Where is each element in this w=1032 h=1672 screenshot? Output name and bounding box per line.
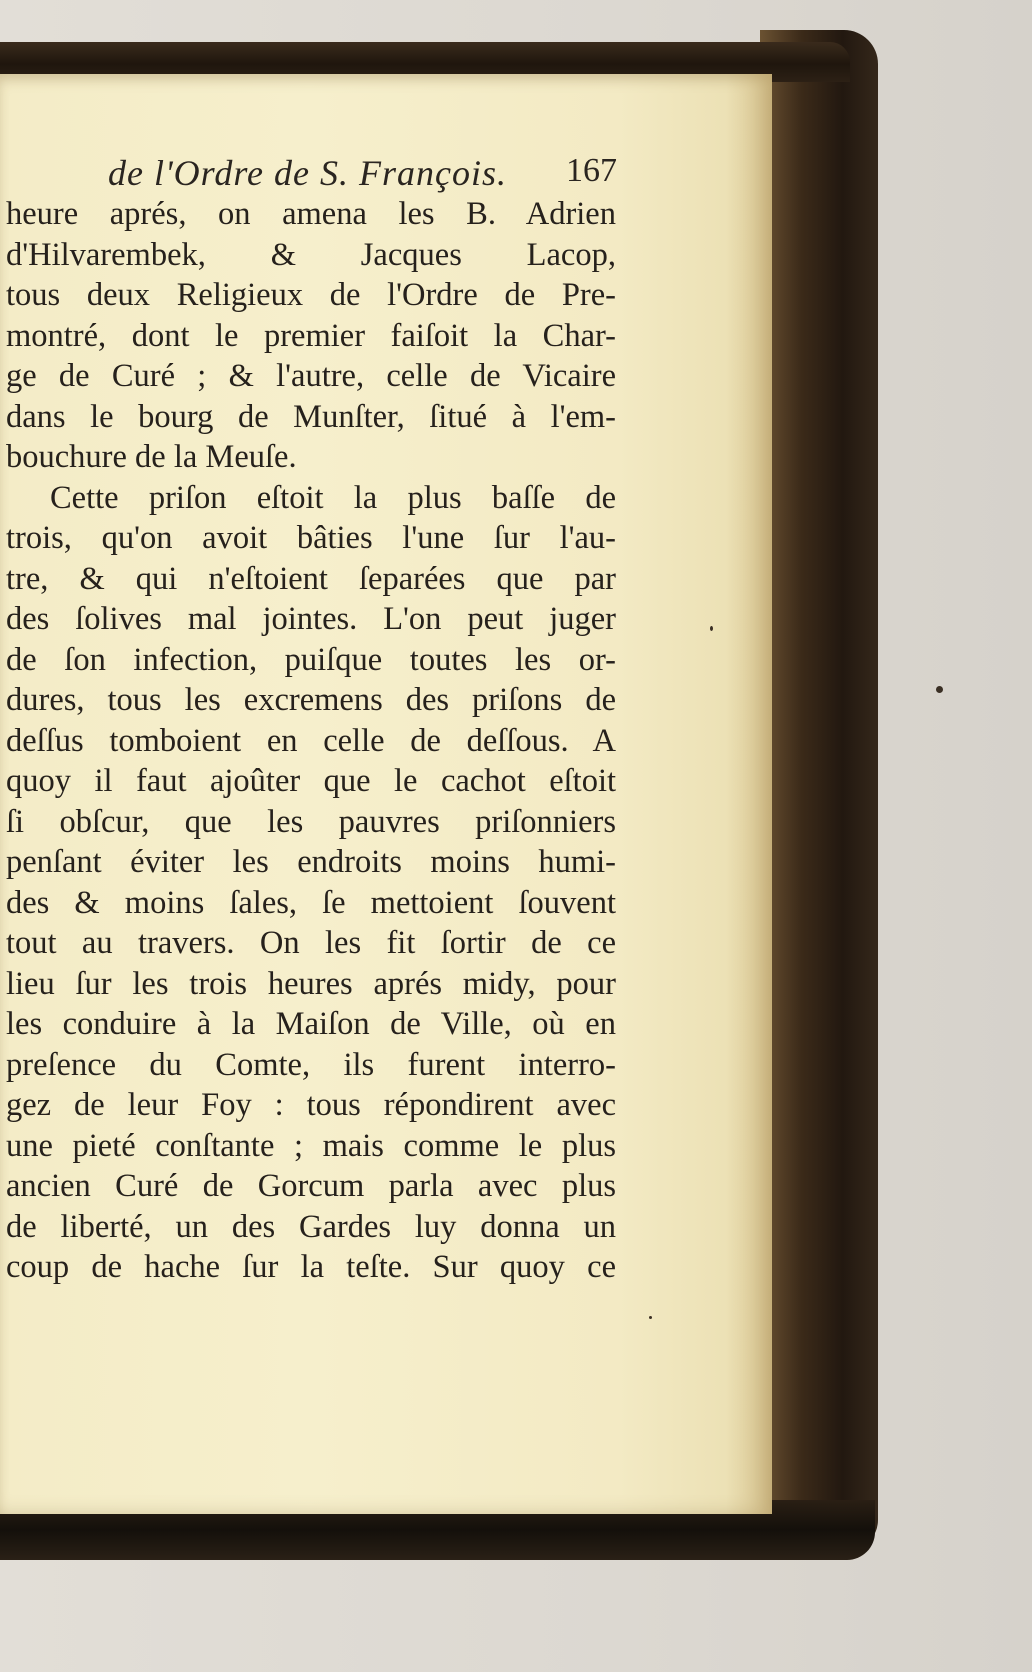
- text-line: heure aprés, on amena les B. Adrien: [6, 196, 616, 232]
- book-cover-edge: [760, 30, 878, 1550]
- text-line: d'Hilvarembek, & Jacques Lacop,: [6, 236, 616, 273]
- dust-speck: [936, 686, 943, 693]
- dust-speck: [710, 626, 713, 631]
- text-line: tre, & qui n'eſtoient ſeparées que par: [6, 560, 616, 597]
- text-line: les conduire à la Maiſon de Ville, où en: [6, 1006, 616, 1042]
- body-text: [6, 194, 616, 1328]
- text-line: de liberté, un des Gardes luy donna un: [6, 1208, 616, 1245]
- page-discoloration: [726, 74, 772, 1514]
- text-line: coup de hache ſur la teſte. Sur quoy ce: [6, 1249, 616, 1285]
- text-line: [6, 1288, 616, 1329]
- text-line: tout au travers. On les fit ſortir de ce: [6, 925, 616, 961]
- text-line: dans le bourg de Munſter, ſitué à l'em-: [6, 398, 616, 435]
- page-number: 167: [566, 152, 617, 189]
- text-line: des & moins ſales, ſe mettoient ſouvent: [6, 884, 616, 921]
- dust-speck: [649, 1316, 652, 1319]
- text-line: tous deux Religieux de l'Ordre de Pre-: [6, 277, 616, 313]
- text-line: ge de Curé ; & l'autre, celle de Vicaire: [6, 358, 616, 394]
- text-line: penſant éviter les endroits moins humi-: [6, 844, 616, 880]
- text-line: ſi obſcur, que les pauvres priſonniers: [6, 803, 616, 840]
- text-line: preſence du Comte, ils furent interro-: [6, 1046, 616, 1083]
- text-line: quoy il faut ajoûter que le cachot eſtoit: [6, 763, 616, 799]
- text-line: deſſus tomboient en celle de deſſous. A: [6, 722, 616, 759]
- text-line: Cette priſon eſtoit la plus baſſe de: [50, 479, 616, 516]
- text-line: dures, tous les excremens des priſons de: [6, 682, 616, 718]
- text-line: lieu ſur les trois heures aprés midy, pour: [6, 965, 616, 1002]
- text-line: trois, qu'on avoit bâties l'une ſur l'au-: [6, 520, 616, 556]
- text-line: de ſon infection, puiſque toutes les or-: [6, 641, 616, 678]
- text-line: une pieté conſtante ; mais comme le plus: [6, 1127, 616, 1164]
- text-line: gez de leur Foy : tous répondirent avec: [6, 1087, 616, 1123]
- text-line: montré, dont le premier faiſoit la Char-: [6, 317, 616, 354]
- running-head: de l'Ordre de S. François.: [108, 153, 507, 193]
- page-sheet: [0, 74, 772, 1514]
- text-line: bouchure de la Meuſe.: [6, 439, 297, 475]
- text-line: des ſolives mal jointes. L'on peut juger: [6, 601, 616, 637]
- text-line: ancien Curé de Gorcum parla avec plus: [6, 1168, 616, 1204]
